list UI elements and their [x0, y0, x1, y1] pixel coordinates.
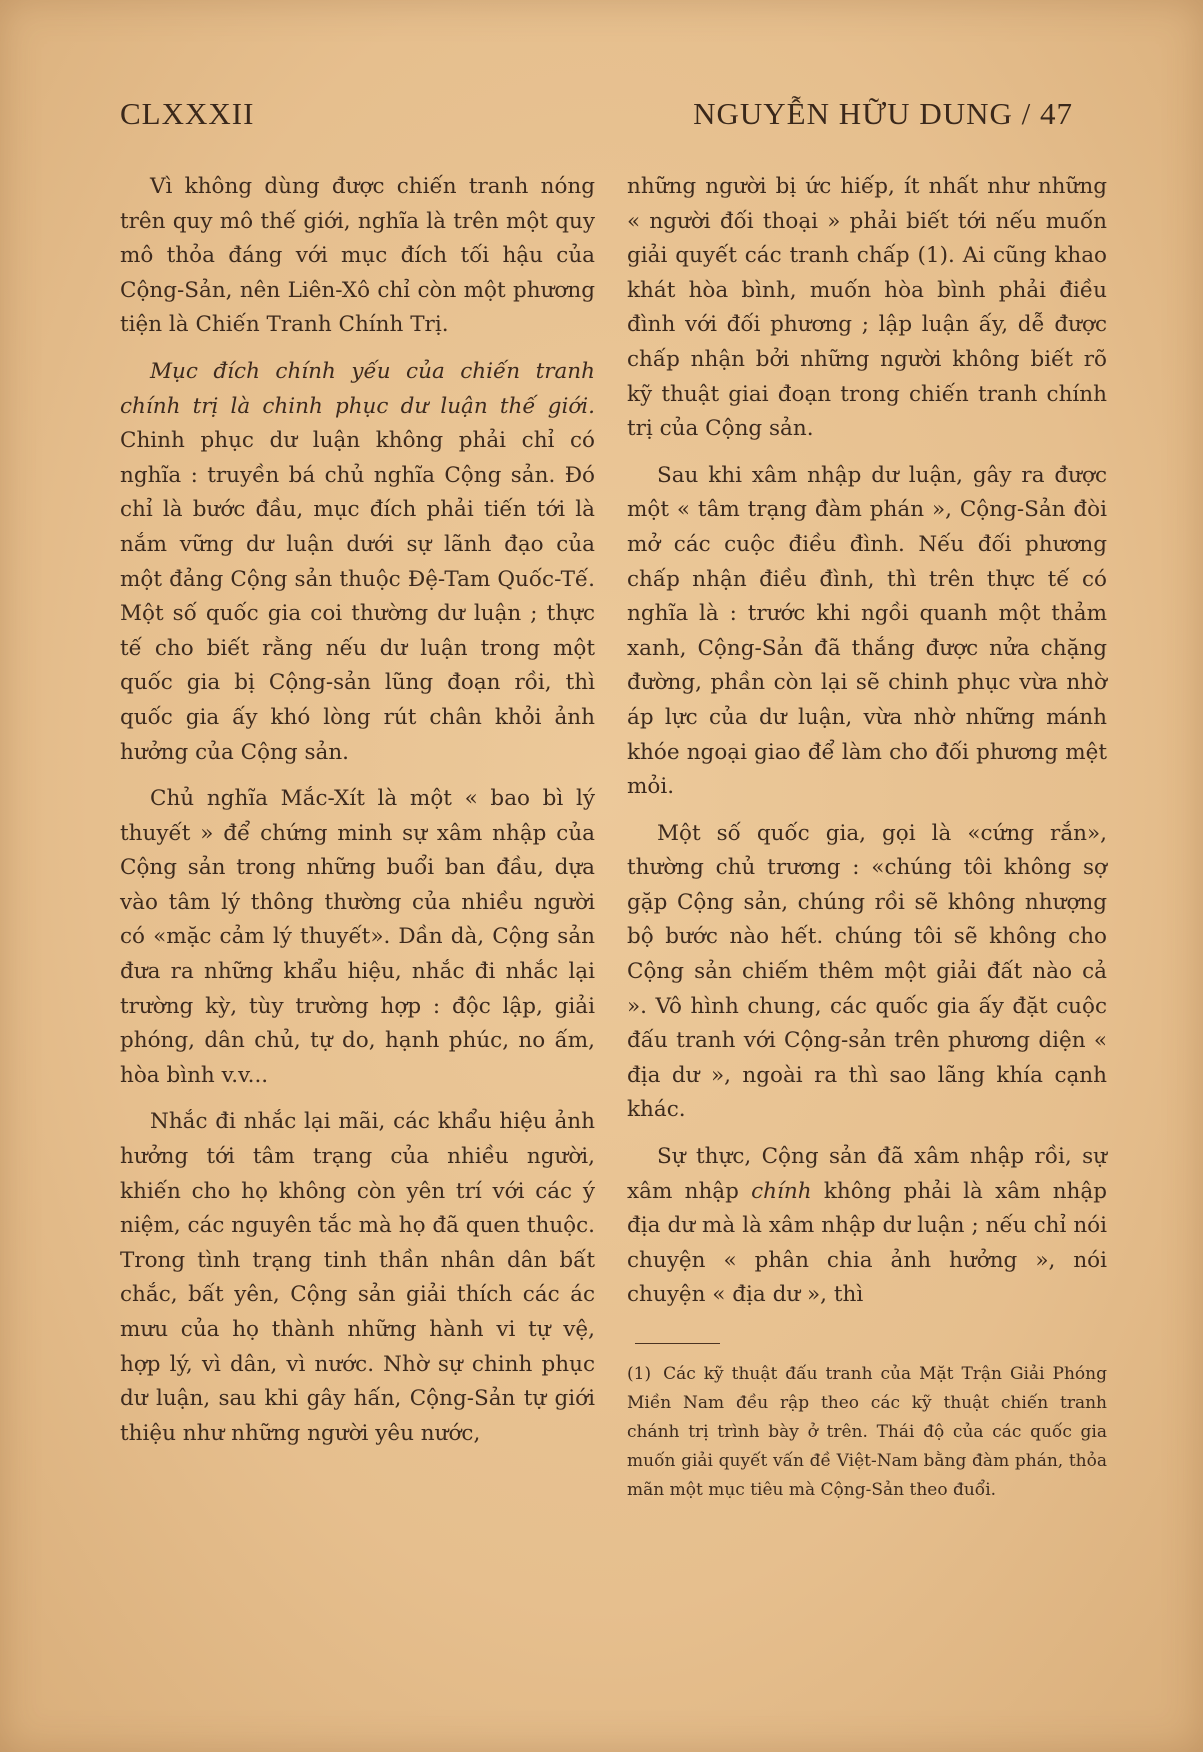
running-header: NGUYỄN HỮU DUNG / 47	[693, 96, 1073, 131]
paragraph: Sau khi xâm nhập dư luận, gây ra được một « tâm trạng đàm phán », Cộng-Sản đòi mở các cuộc điều đình. Nếu đối phương chấp nhận điều đình, thì trên thực tế có nghĩa là : trước khi ngồi quanh một thảm xanh, Cộng-Sản đã thắng được nửa chặng đường, phần còn lại sẽ chinh phục vừa nhờ áp lực của dư luận, vừa nhờ những mánh khóe ngoại giao để làm cho đối phương mệt mỏi.	[627, 462, 1107, 800]
section-number: CLXXXII	[120, 96, 255, 131]
paragraph: Nhắc đi nhắc lại mãi, các khẩu hiệu ảnh hưởng tới tâm trạng của nhiều người, khiến cho họ không còn yên trí với các ý niệm, các nguyên tắc mà họ đã quen thuộc. Trong tình trạng tinh thần nhân dân bất chắc, bất yên, Cộng sản giải thích các ác mưu của họ thành những hành vi tự vệ, hợp lý, vì dân, vì nước. Nhờ sự chinh phục dư luận, sau khi gây hấn, Cộng-Sản tự giới thiệu như những người yêu nước,	[120, 1109, 595, 1446]
paragraph-text: Sự thực, Cộng sản đã xâm nhập rồi, sự xâm nhập	[627, 1144, 1107, 1204]
footnote-divider	[635, 1343, 720, 1344]
paragraph-continued: những người bị ức hiếp, ít nhất như những « người đối thoại » phải biết tới nếu muốn giải quyết các tranh chấp (1). Ai cũng khao khát hòa bình, muốn hòa bình phải điều đình với đối phương ; lập luận ấy, dễ được chấp nhận bởi những người không biết rõ kỹ thuật giai đoạn trong chiến tranh chính trị của Cộng sản.	[627, 174, 1107, 442]
paragraph: Chủ nghĩa Mắc-Xít là một « bao bì lý thuyết » để chứng minh sự xâm nhập của Cộng sản trong những buổi ban đầu, dựa vào tâm lý thông thường của nhiều người có «mặc cảm lý thuyết». Dần dà, Cộng sản đưa ra những khẩu hiệu, nhắc đi nhắc lại trường kỳ, tùy trường hợp : độc lập, giải phóng, dân chủ, tự do, hạnh phúc, no ấm, hòa bình v.v...	[120, 786, 595, 1088]
paragraph	[120, 355, 595, 770]
italic-word: chính	[751, 1178, 812, 1204]
footnote-text: Các kỹ thuật đấu tranh của Mặt Trận Giải Phóng Miền Nam đều rập theo các kỹ thuật chiến tranh chánh trị trình bày ở trên. Thái độ của các quốc gia muốn giải quyết vấn đề Việt-Nam bằng đàm phán, thỏa mãn một mục tiêu mà Cộng-Sản theo đuổi.	[627, 1364, 1107, 1500]
footnote-marker: (1)	[627, 1364, 652, 1384]
italic-lead-in: Mục đích chính yếu của chiến tranh chính trị là chinh phục dư luận thế giới.	[120, 358, 595, 419]
right-column	[627, 170, 1107, 1505]
paragraph-text: Chinh phục dư luận không phải chỉ có nghĩa : truyền bá chủ nghĩa Cộng sản. Đó chỉ là bước đầu, mục đích phải tiến tới là nắm vững dư luận dưới sự lãnh đạo của một đảng Cộng sản thuộc Đệ-Tam Quốc-Tế. Một số quốc gia coi thường dư luận ; thực tế cho biết rằng nếu dư luận trong một quốc gia bị Cộng-sản lũng đoạn rồi, thì quốc gia ấy khó lòng rút chân khỏi ảnh hưởng của Cộng sản.	[120, 428, 595, 765]
paragraph-text: không phải là xâm nhập địa dư mà là xâm nhập dư luận ; nếu chỉ nói chuyện « phân chia ảnh hưởng », nói chuyện « địa dư », thì	[627, 1178, 1107, 1308]
footnote	[627, 1360, 1107, 1505]
left-column	[120, 170, 595, 1463]
paragraph	[627, 1140, 1107, 1313]
paragraph: Một số quốc gia, gọi là «cứng rắn», thường chủ trương : «chúng tôi không sợ gặp Cộng sản, chúng rồi sẽ không nhượng bộ bước nào hết. chúng tôi sẽ không cho Cộng sản chiếm thêm một giải đất nào cả ». Vô hình chung, các quốc gia ấy đặt cuộc đấu tranh với Cộng-sản trên phương diện « địa dư », ngoài ra thì sao lãng khía cạnh khác.	[627, 820, 1107, 1123]
paragraph: Vì không dùng được chiến tranh nóng trên quy mô thế giới, nghĩa là trên một quy mô thỏa đáng với mục đích tối hậu của Cộng-Sản, nên Liên-Xô chỉ còn một phương tiện là Chiến Tranh Chính Trị.	[120, 174, 595, 338]
